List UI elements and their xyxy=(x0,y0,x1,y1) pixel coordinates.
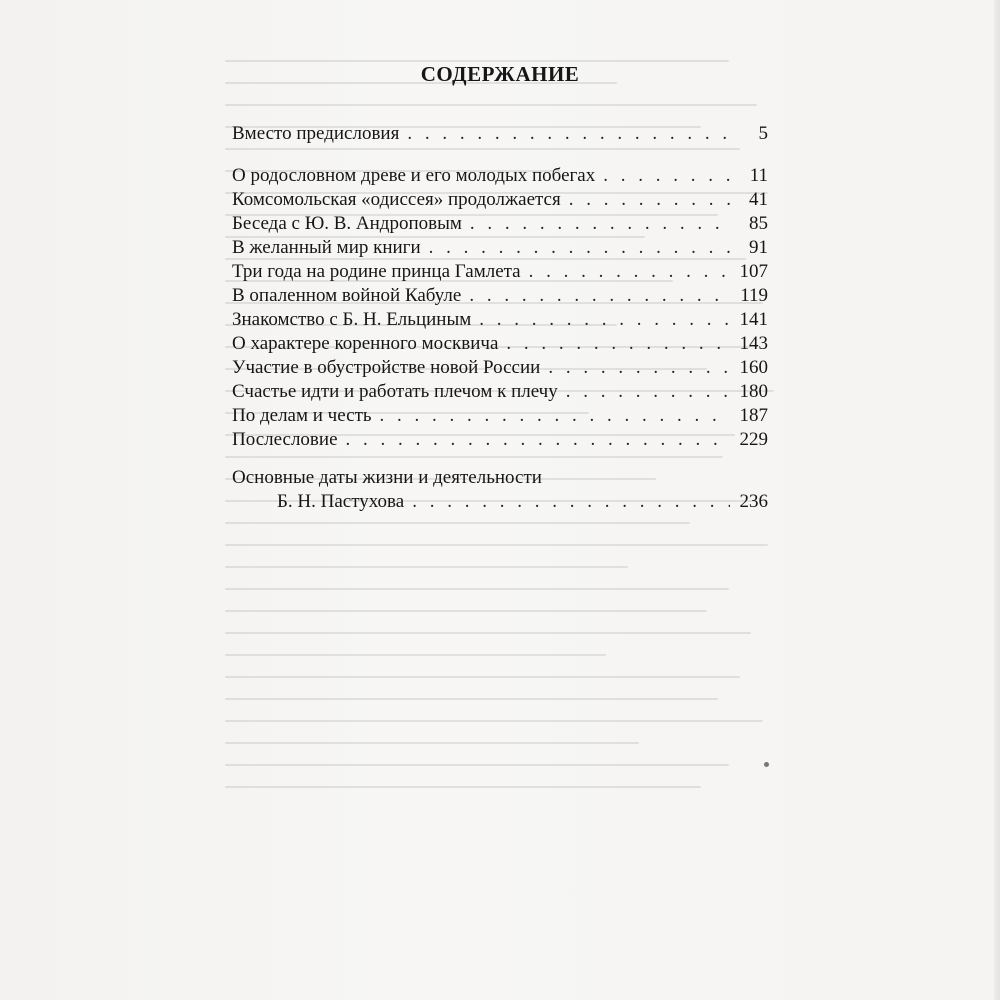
toc-entry-page: 143 xyxy=(739,333,768,354)
toc-entry-page: 141 xyxy=(739,309,768,330)
toc-entry-title-line2: Б. Н. Пастухова xyxy=(277,491,405,512)
dot-leader xyxy=(479,308,730,332)
page-title: СОДЕРЖАНИЕ xyxy=(420,62,580,86)
page-edge-shadow xyxy=(994,0,1000,1000)
toc-entry[interactable] xyxy=(232,308,768,332)
dot-leader xyxy=(566,380,730,404)
toc-entry-page: 107 xyxy=(739,261,768,282)
toc-entry-page: 119 xyxy=(740,285,768,306)
dot-leader xyxy=(469,284,730,308)
toc-entry-title: Комсомольская «одиссея» продолжается xyxy=(232,189,561,210)
toc-entry-page: 11 xyxy=(749,165,768,186)
dot-leader xyxy=(429,236,730,260)
toc-entry-title: В желанный мир книги xyxy=(232,237,421,258)
toc-entry[interactable] xyxy=(232,284,768,308)
toc-entry-page: 187 xyxy=(739,405,768,426)
toc-entry-title: Счастье идти и работать плечом к плечу xyxy=(232,381,558,402)
toc-entry-title: Участие в обустройстве новой России xyxy=(232,357,541,378)
dot-leader xyxy=(470,212,730,236)
toc-entry-title: Вместо предисловия xyxy=(232,123,400,144)
toc-entry[interactable] xyxy=(232,332,768,356)
toc-entry-title: Послесловие xyxy=(232,429,338,450)
toc-entry-title: Три года на родине принца Гамлета xyxy=(232,261,521,282)
toc-entry[interactable] xyxy=(232,122,768,146)
dot-leader xyxy=(412,490,730,514)
table-of-contents xyxy=(232,122,768,514)
toc-entry-page: 180 xyxy=(739,381,768,402)
toc-entry-title: О характере коренного москвича xyxy=(232,333,499,354)
toc-entry-page: 85 xyxy=(749,213,768,234)
dot-leader xyxy=(380,404,730,428)
toc-entry-title: Беседа с Ю. В. Андроповым xyxy=(232,213,462,234)
toc-entry-title-line1: Основные даты жизни и деятельности xyxy=(232,467,542,488)
toc-entry-title: О родословном древе и его молодых побегах xyxy=(232,165,596,186)
toc-entry-title: Знакомство с Б. Н. Ельциным xyxy=(232,309,472,330)
dot-leader xyxy=(506,332,730,356)
toc-entry-title: По делам и честь xyxy=(232,405,372,426)
toc-entry[interactable] xyxy=(232,188,768,212)
toc-entry-page: 41 xyxy=(749,189,768,210)
toc-entry[interactable] xyxy=(232,356,768,380)
toc-entry-page: 91 xyxy=(749,237,768,258)
toc-entry[interactable] xyxy=(232,236,768,260)
toc-entry-title: В опаленном войной Кабуле xyxy=(232,285,462,306)
dot-leader xyxy=(529,260,730,284)
toc-entry-appendix[interactable] xyxy=(232,466,768,514)
toc-entry[interactable] xyxy=(232,404,768,428)
toc-entry[interactable] xyxy=(232,164,768,188)
dot-leader xyxy=(407,122,730,146)
paper-speck xyxy=(764,762,769,767)
toc-entry-page: 229 xyxy=(739,429,768,450)
toc-entry-page: 5 xyxy=(758,123,768,144)
toc-entry-page: 236 xyxy=(739,491,768,512)
toc-entry[interactable] xyxy=(232,428,768,452)
toc-entry[interactable] xyxy=(232,212,768,236)
dot-leader xyxy=(548,356,730,380)
dot-leader xyxy=(346,428,730,452)
dot-leader xyxy=(603,164,730,188)
dot-leader xyxy=(569,188,730,212)
toc-entry[interactable] xyxy=(232,380,768,404)
toc-entry[interactable] xyxy=(232,260,768,284)
toc-entry-page: 160 xyxy=(739,357,768,378)
